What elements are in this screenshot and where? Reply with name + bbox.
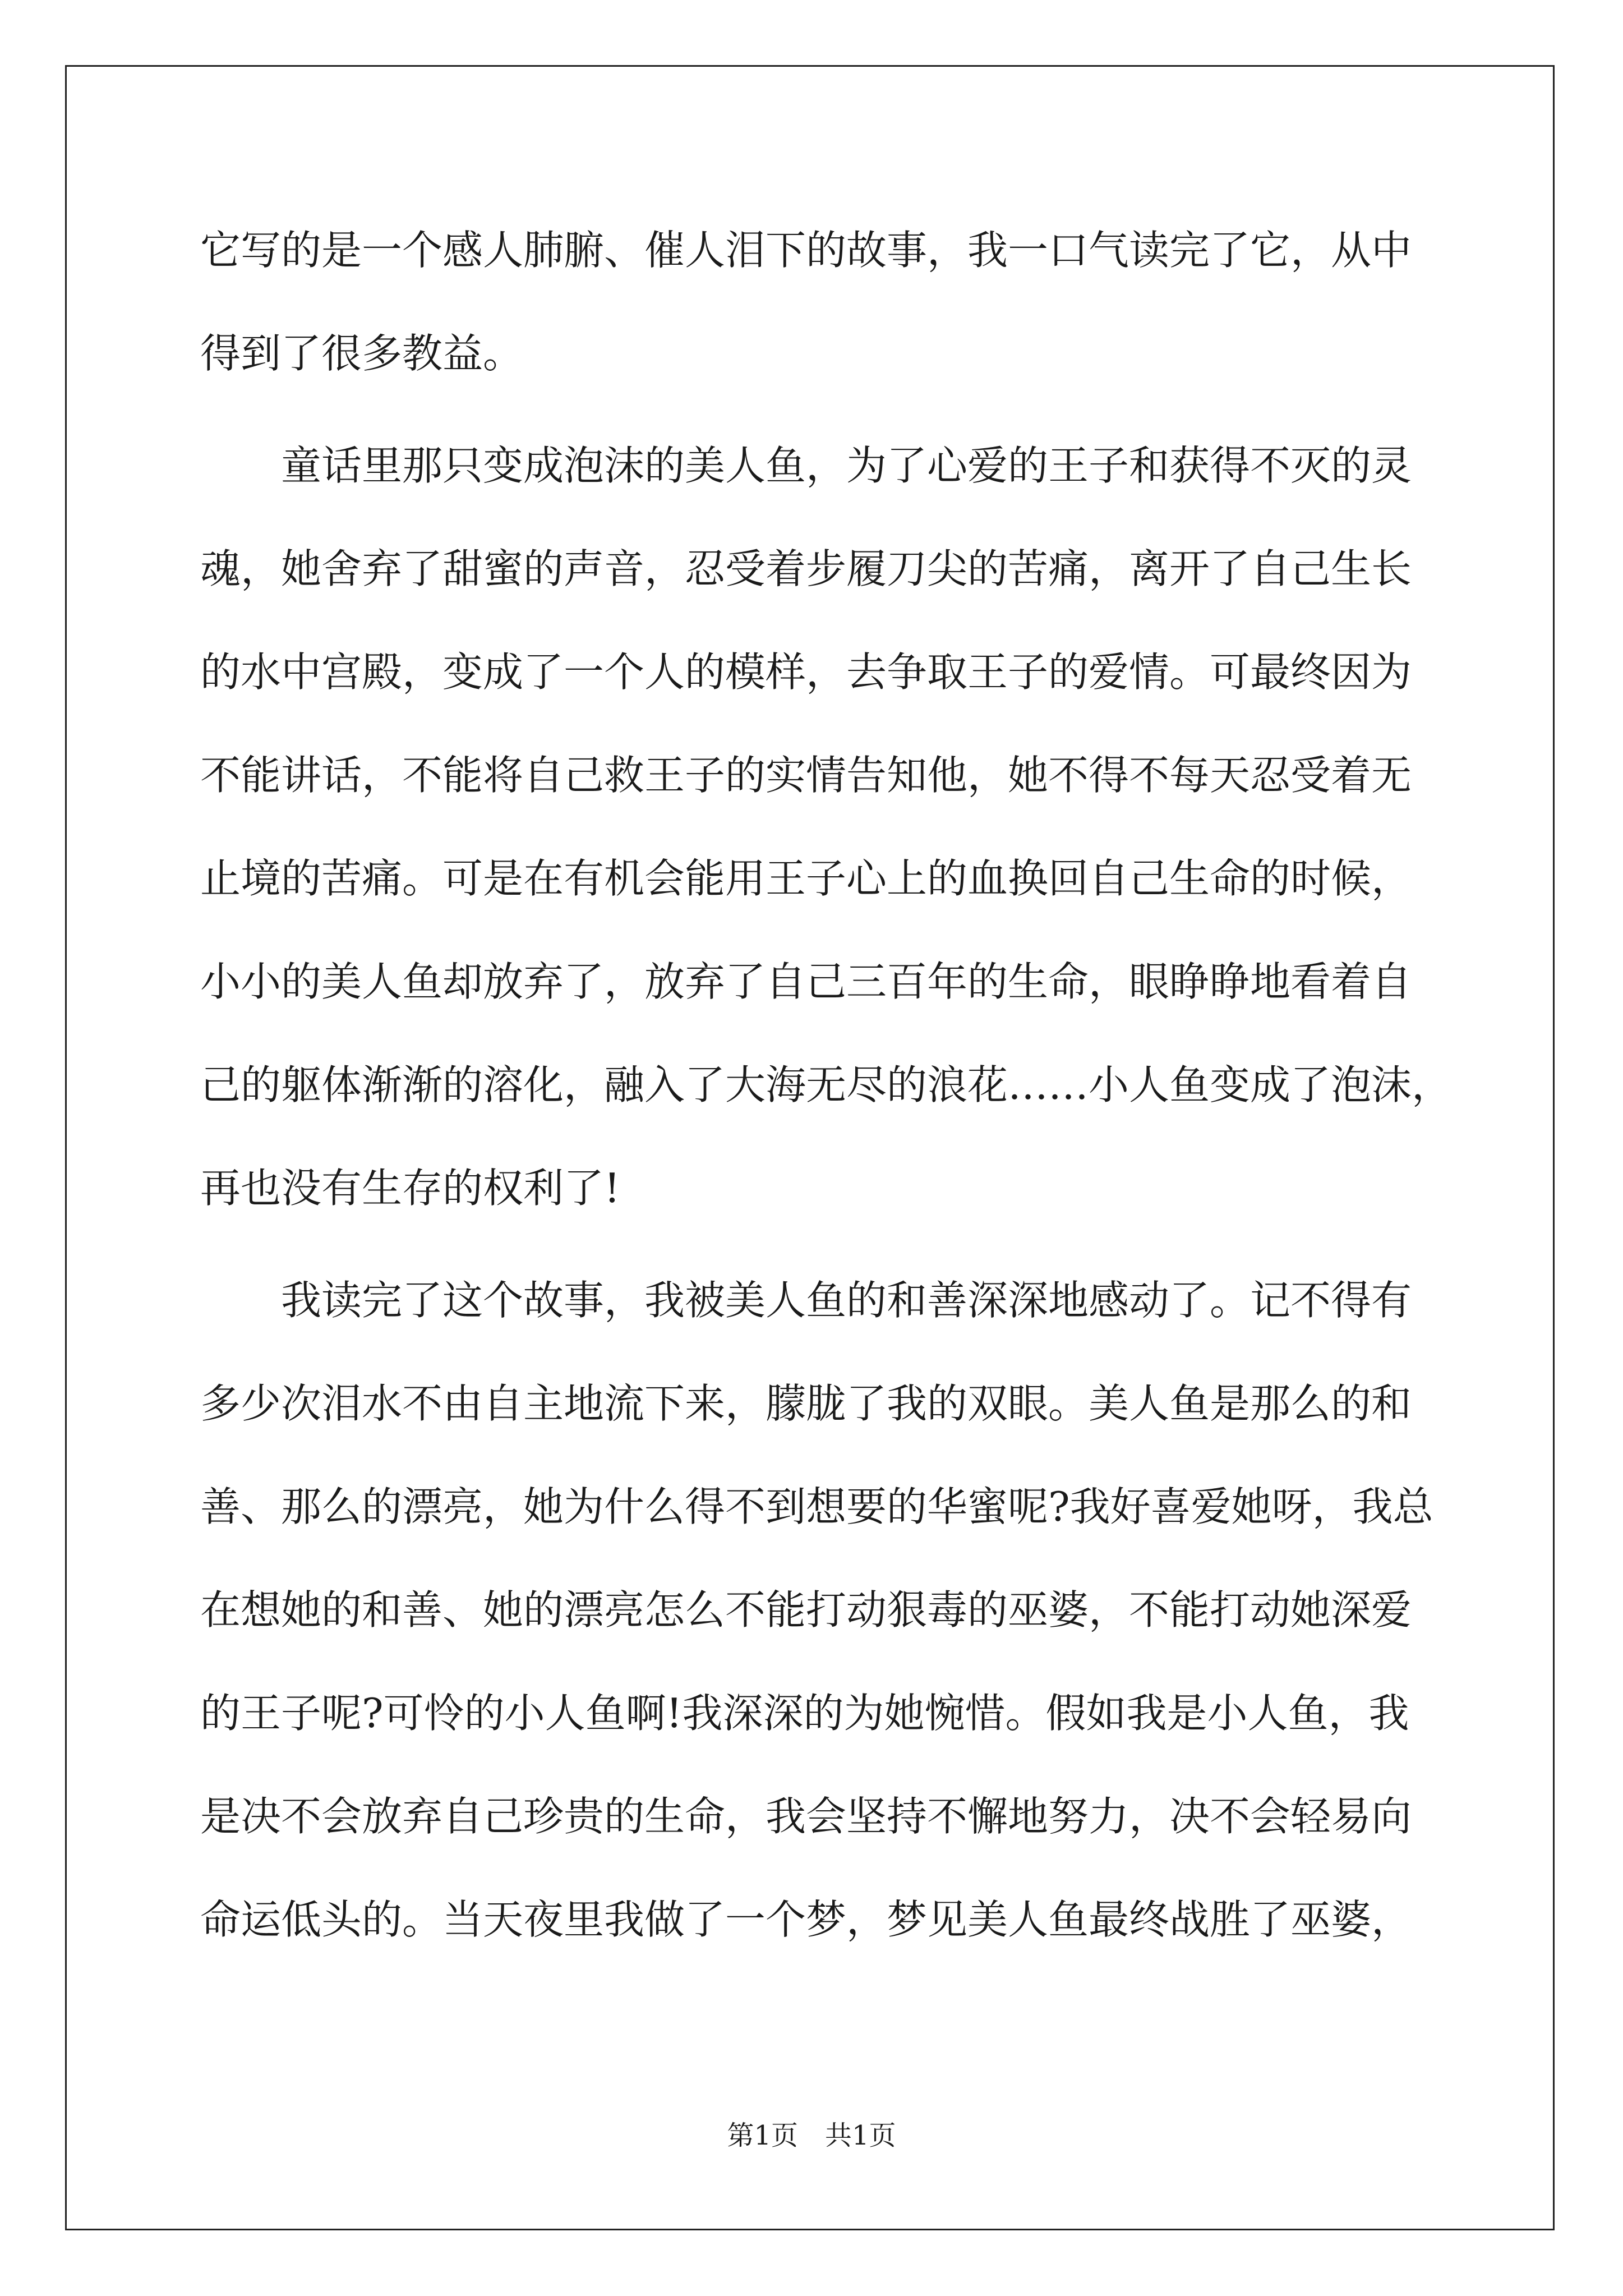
- text-line: 的水中宫殿，变成了一个人的模样，去争取王子的爱情。可最终因为: [200, 648, 1412, 696]
- text-line: 它写的是一个感人肺腑、催人泪下的故事，我一口气读完了它，从中: [200, 227, 1412, 274]
- text-line: 童话里那只变成泡沫的美人鱼，为了心爱的王子和获得不灭的灵: [200, 442, 1412, 489]
- text-line: 己的躯体渐渐的溶化，融入了大海无尽的浪花……小人鱼变成了泡沫，: [200, 1061, 1453, 1108]
- text-line: 小小的美人鱼却放弃了，放弃了自己三百年的生命，眼睁睁地看着自: [200, 958, 1412, 1005]
- text-line: 魂，她舍弃了甜蜜的声音，忍受着步履刀尖的苦痛，离开了自己生长: [200, 545, 1412, 592]
- text-line: 善、那么的漂亮，她为什么得不到想要的华蜜呢?我好喜爱她呀，我总: [200, 1483, 1433, 1530]
- text-line: 止境的苦痛。可是在有机会能用王子心上的血换回自己生命的时候，: [200, 855, 1412, 902]
- text-line: 得到了很多教益。: [200, 330, 524, 377]
- text-line: 命运低头的。当天夜里我做了一个梦，梦见美人鱼最终战胜了巫婆，: [200, 1896, 1412, 1943]
- text-line: 在想她的和善、她的漂亮怎么不能打动狠毒的巫婆，不能打动她深爱: [200, 1586, 1412, 1634]
- text-line: 不能讲话，不能将自己救王子的实情告知他，她不得不每天忍受着无: [200, 752, 1412, 799]
- text-line: 再也没有生存的权利了!: [200, 1165, 620, 1212]
- text-line: 多少次泪水不由自主地流下来，朦胧了我的双眼。美人鱼是那么的和: [200, 1380, 1412, 1427]
- page-number-footer: 第1页 共1页: [727, 2120, 896, 2151]
- text-line: 我读完了这个故事，我被美人鱼的和善深深地感动了。记不得有: [200, 1277, 1412, 1324]
- text-line: 是决不会放弃自己珍贵的生命，我会坚持不懈地努力，决不会轻易向: [200, 1793, 1412, 1840]
- text-line: 的王子呢?可怜的小人鱼啊!我深深的为她惋惜。假如我是小人鱼，我: [200, 1690, 1409, 1737]
- document-body: [200, 219, 1453, 1991]
